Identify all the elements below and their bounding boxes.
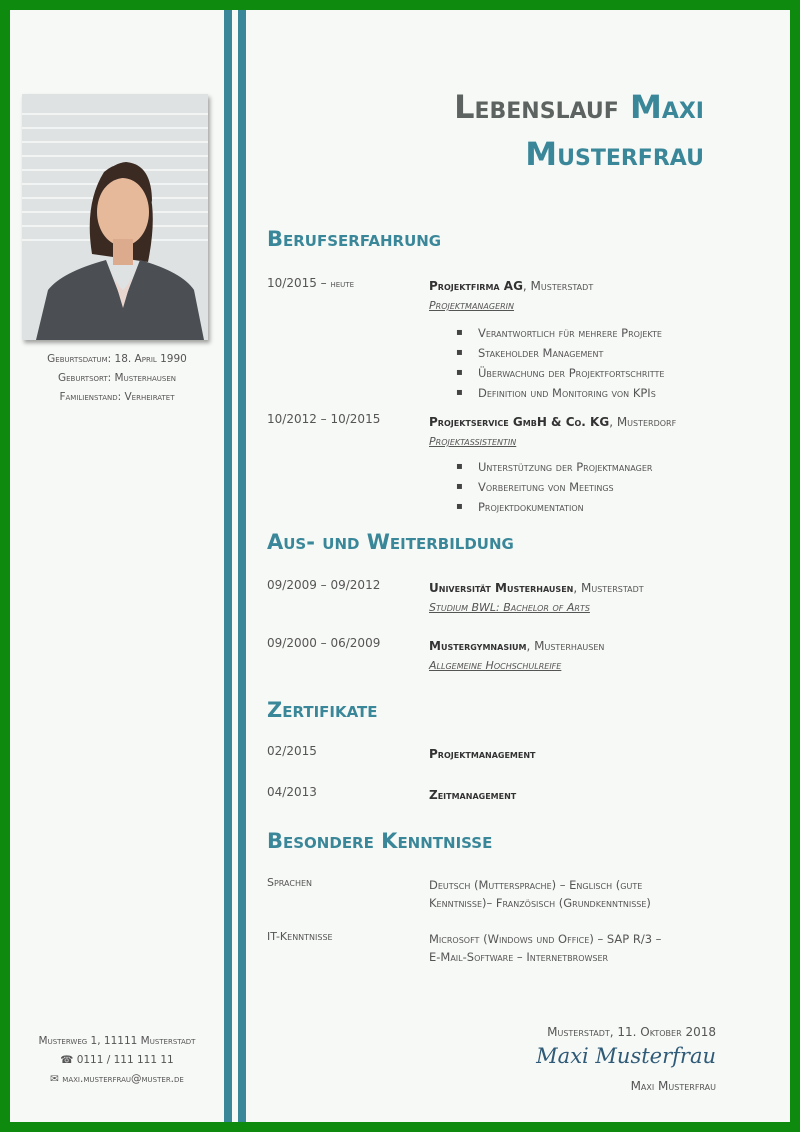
certificate-name: Zeitmanagement — [429, 788, 517, 802]
list-item: ▪ Vorbereitung von Meetings — [456, 477, 776, 497]
list-item: ▪ Stakeholder Management — [456, 343, 776, 363]
section-heading-skills: Besondere Kenntnisse — [267, 829, 493, 853]
skill-label: Sprachen — [267, 876, 313, 889]
section-heading-education: Aus- und Weiterbildung — [267, 530, 514, 554]
list-item: ▪ Verantwortlich für mehrere Projekte — [456, 323, 776, 343]
accent-stripe-right — [238, 10, 246, 1122]
list-item: ▪ Definition und Monitoring von KPIs — [456, 383, 776, 403]
phone-icon: ☎ — [60, 1054, 74, 1066]
institution: Universität Musterhausen — [429, 581, 574, 595]
job-role: Projektassistentin — [429, 435, 517, 448]
phone-line — [10, 1051, 224, 1070]
place-date: Musterstadt, 11. Oktober 2018 — [547, 1025, 716, 1039]
experience-entry: Projektfirma AG, Musterstadt Projektmanagerin — [429, 276, 729, 316]
certificate-name: Projektmanagement — [429, 747, 536, 761]
marital-status: Familienstand: Verheiratet — [59, 391, 175, 403]
company: Projektservice GmbH & Co. KG — [429, 415, 610, 429]
list-item: ▪ Überwachung der Projektfortschritte — [456, 363, 776, 383]
certificate-date: 04/2013 — [267, 785, 317, 799]
experience-entry: Projektservice GmbH & Co. KG, Musterdorf Projektassistentin — [429, 412, 729, 452]
list-item: ▪ Projektdokumentation — [456, 497, 776, 517]
title-word-3: Musterfrau — [525, 135, 704, 173]
section-heading-certificates: Zertifikate — [267, 698, 378, 722]
job-role: Projektmanagerin — [429, 299, 515, 312]
degree: Studium BWL: Bachelor of Arts — [429, 601, 590, 614]
address: Musterweg 1, 11111 Musterstadt — [38, 1035, 196, 1047]
skill-label: IT-Kenntnisse — [267, 930, 333, 943]
main-content — [246, 10, 790, 1122]
education-date: 09/2000 – 06/2009 — [267, 636, 381, 650]
personal-info — [10, 350, 224, 407]
education-entry: Universität Musterhausen, Musterstadt Studium BWL: Bachelor of Arts — [429, 578, 729, 618]
experience-date: 10/2015 – heute — [267, 276, 354, 290]
title-word-1: Lebenslauf — [454, 88, 619, 126]
education-entry: Mustergymnasium, Musterhausen Allgemeine Hochschulreife — [429, 636, 729, 676]
birthplace: Geburtsort: Musterhausen — [57, 372, 177, 384]
email: maxi.musterfrau@muster.de — [62, 1073, 184, 1085]
signature: Maxi Musterfrau — [536, 1044, 716, 1068]
skill-value: Microsoft (Windows und Office) – SAP R/3 – E-Mail-Software – Internetbrowser — [429, 932, 662, 964]
mail-icon: ✉ — [50, 1073, 59, 1085]
duty-list — [456, 457, 776, 517]
email-line — [10, 1070, 224, 1089]
skill-value: Deutsch (Muttersprache) – Englisch (gute Kenntnisse)– Französisch (Grundkenntnisse) — [429, 878, 651, 910]
phone: 0111 / 111 111 11 — [76, 1054, 174, 1066]
contact-info — [10, 1032, 224, 1089]
duty-list — [456, 323, 776, 403]
title-word-2: Maxi — [629, 88, 704, 126]
institution: Mustergymnasium — [429, 639, 527, 653]
section-heading-experience: Berufserfahrung — [267, 227, 442, 251]
accent-stripe-left — [224, 10, 232, 1122]
signer-name: Maxi Musterfrau — [630, 1079, 716, 1093]
experience-date: 10/2012 – 10/2015 — [267, 412, 381, 426]
company: Projektfirma AG — [429, 279, 523, 293]
birthdate: Geburtsdatum: 18. April 1990 — [47, 353, 187, 365]
certificate-date: 02/2015 — [267, 744, 317, 758]
profile-photo — [22, 94, 208, 340]
list-item: ▪ Unterstützung der Projektmanager — [456, 457, 776, 477]
education-date: 09/2009 – 09/2012 — [267, 578, 381, 592]
cv-page — [10, 10, 790, 1122]
degree: Allgemeine Hochschulreife — [429, 659, 562, 672]
page-title — [454, 84, 704, 178]
